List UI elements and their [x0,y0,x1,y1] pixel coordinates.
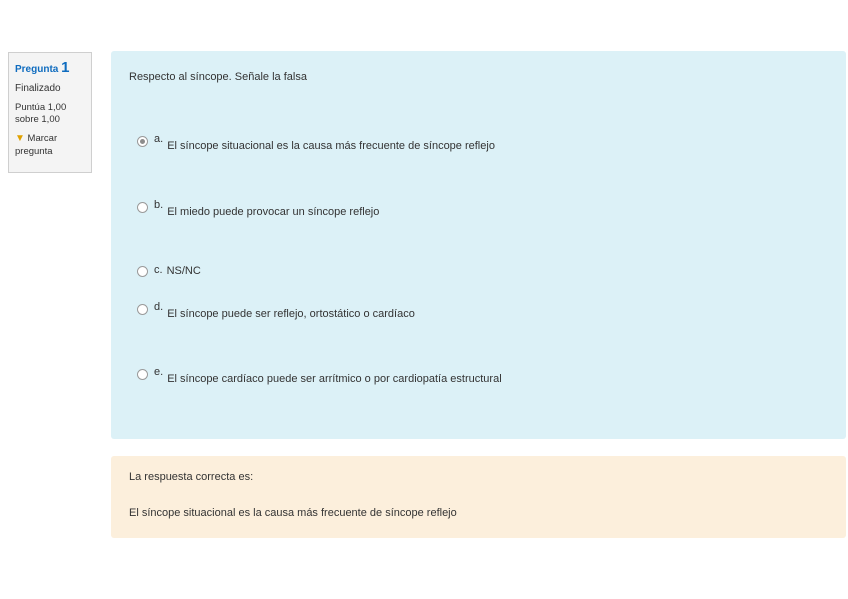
option-text-e: El síncope cardíaco puede ser arrítmico o por cardiopatía estructural [167,373,502,385]
grade-line-2: sobre 1,00 [15,114,60,126]
feedback-label: La respuesta correcta es: [129,471,254,483]
correct-answer-feedback [111,456,846,538]
question-formulation [111,51,846,439]
flag-question-button[interactable] [15,132,85,158]
radio-a[interactable] [137,136,148,147]
option-letter-c: c. [154,264,163,276]
answer-option-b[interactable] [137,199,380,218]
feedback-answer: El síncope situacional es la causa más frecuente de síncope reflejo [129,507,457,519]
option-text-a: El síncope situacional es la causa más frecuente de síncope reflejo [167,140,495,152]
answer-option-a[interactable] [137,133,495,152]
option-text-c: NS/NC [166,265,201,277]
flag-icon: ▼ [15,133,25,145]
answer-option-e[interactable] [137,366,502,385]
question-grade [15,102,85,127]
flag-label-1: Marcar [27,133,58,145]
radio-e[interactable] [137,369,148,380]
flag-label-2: pregunta [15,145,53,157]
radio-d[interactable] [137,304,148,315]
answer-option-c[interactable] [137,265,201,277]
option-letter-e: e. [154,366,164,378]
option-text-d: El síncope puede ser reflejo, ortostático o cardíaco [167,308,415,320]
answer-option-d[interactable] [137,301,415,320]
radio-b[interactable] [137,202,148,213]
option-letter-a: a. [154,133,164,145]
question-number: 1 [61,59,70,76]
option-text-b: El miedo puede provocar un síncope reflejo [167,206,380,218]
question-number-heading [15,58,85,78]
option-letter-b: b. [154,199,164,211]
question-state: Finalizado [15,83,61,95]
grade-line-1: Puntúa 1,00 [15,101,67,113]
radio-c[interactable] [137,266,148,277]
question-label: Pregunta [15,64,59,75]
question-text: Respecto al síncope. Señale la falsa [129,71,307,83]
question-info-panel [8,52,92,173]
option-letter-d: d. [154,301,164,313]
